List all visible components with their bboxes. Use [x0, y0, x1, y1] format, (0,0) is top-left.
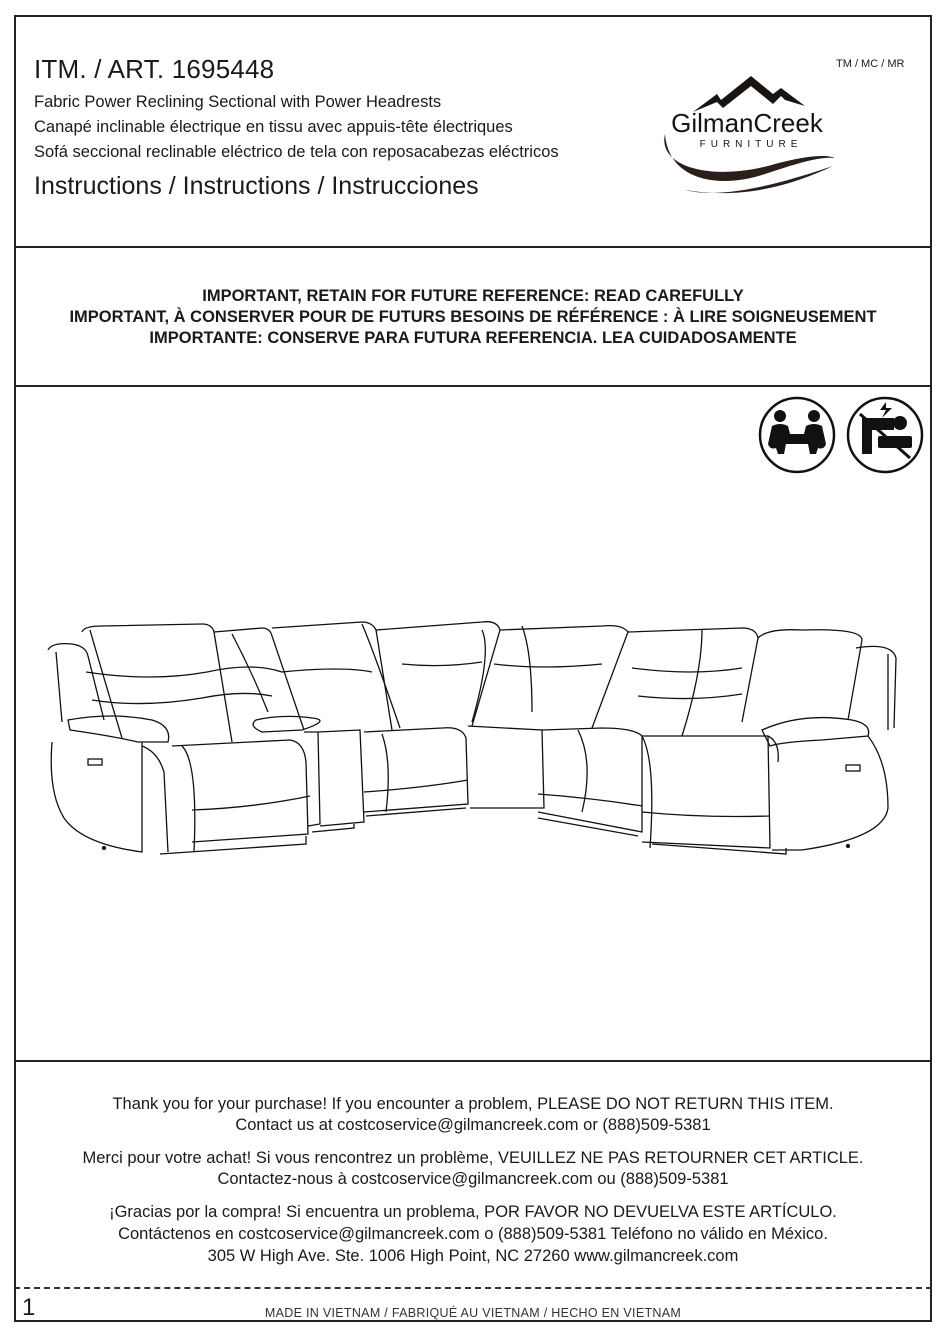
- made-in-label: MADE IN VIETNAM / FABRIQUÉ AU VIETNAM / HECHO EN VIETNAM: [264, 1306, 682, 1320]
- notice-en: IMPORTANT, RETAIN FOR FUTURE REFERENCE: READ CAREFULLY: [202, 287, 744, 305]
- contact-en-line1: Thank you for your purchase! If you encounter a problem, PLEASE DO NOT RETURN THIS ITEM.: [112, 1095, 834, 1113]
- notice-es: IMPORTANTE: CONSERVE PARA FUTURA REFERENCIA. LEA CUIDADOSAMENTE: [149, 329, 797, 347]
- svg-text:FURNITURE: FURNITURE: [699, 139, 803, 150]
- contact-fr-line2: Contactez-nous à costcoservice@gilmancreek.com ou (888)509-5381: [217, 1170, 729, 1188]
- product-name-es: Sofá seccional reclinable eléctrico de tela con reposacabezas eléctricos: [34, 143, 559, 161]
- warning-icons: [758, 396, 924, 474]
- contact-en-line2: Contact us at costcoservice@gilmancreek.com or (888)509-5381: [235, 1116, 711, 1134]
- no-single-person-lift-icon: [846, 396, 924, 474]
- product-name-fr: Canapé inclinable électrique en tissu avec appuis-tête électriques: [34, 118, 513, 136]
- notice-fr: IMPORTANT, À CONSERVER POUR DE FUTURS BESOINS DE RÉFÉRENCE : À LIRE SOIGNEUSEMENT: [69, 308, 877, 326]
- svg-text:GilmanCreek: GilmanCreek: [671, 108, 823, 138]
- instructions-title: Instructions / Instructions / Instrucciones: [34, 172, 479, 200]
- two-person-lift-icon: [758, 396, 836, 474]
- sofa-line-drawing-icon: [42, 612, 906, 866]
- illustration-divider: [14, 1060, 932, 1062]
- sectional-sofa-illustration: [42, 612, 906, 866]
- gilmancreek-logo: [655, 72, 840, 202]
- company-address: 305 W High Ave. Ste. 1006 High Point, NC 27260 www.gilmancreek.com: [207, 1247, 739, 1265]
- dashed-separator: [14, 1287, 932, 1289]
- page-number: 1: [22, 1294, 36, 1321]
- contact-fr-line1: Merci pour votre achat! Si vous rencontrez un problème, VEUILLEZ NE PAS RETOURNER CET ARTICLE.: [82, 1149, 864, 1167]
- mountain-wave-logo-icon: [655, 72, 840, 202]
- contact-es-line1: ¡Gracias por la compra! Si encuentra un problema, POR FAVOR NO DEVUELVA ESTE ARTÍCULO.: [109, 1203, 837, 1221]
- header-divider: [14, 246, 932, 248]
- product-name-en: Fabric Power Reclining Sectional with Power Headrests: [34, 93, 442, 111]
- contact-es-line2: Contáctenos en costcoservice@gilmancreek.com o (888)509-5381 Teléfono no válido en México.: [118, 1225, 828, 1243]
- notice-divider: [14, 385, 932, 387]
- item-number: ITM. / ART. 1695448: [34, 54, 275, 84]
- trademark-label: TM / MC / MR: [836, 58, 905, 70]
